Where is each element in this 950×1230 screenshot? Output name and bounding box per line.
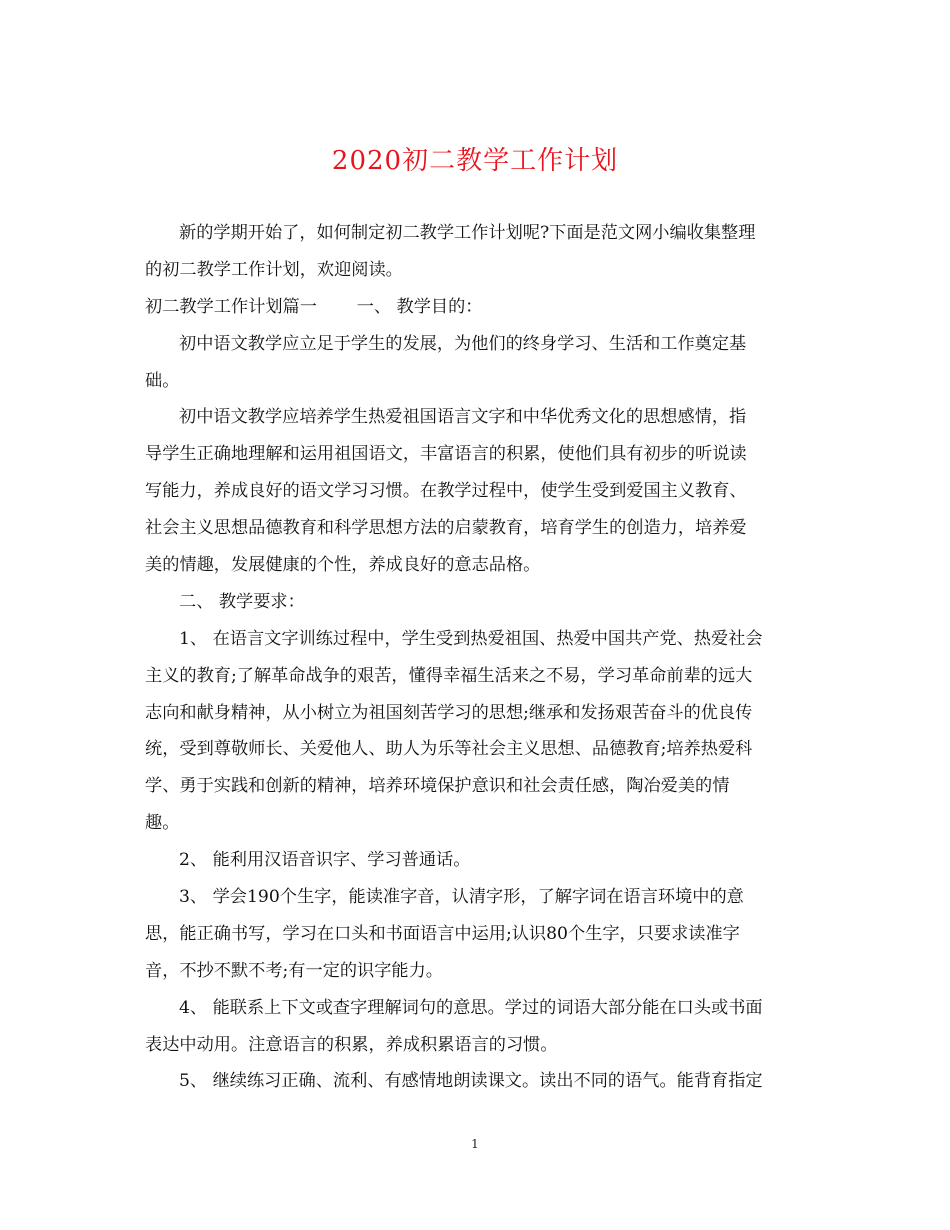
text-line: 4、 能联系上下文或查字理解词句的意思。学过的词语大部分能在口头或书面 — [179, 997, 763, 1018]
text-line: 学、勇于实践和创新的精神，培养环境保护意识和社会责任感，陶冶爱美的情 — [145, 776, 730, 797]
text-line: 趣。 — [145, 813, 180, 834]
text-line: 初中语文教学应立足于学生的发展，为他们的终身学习、生活和工作奠定基 — [179, 333, 747, 354]
text-line: 础。 — [145, 370, 180, 391]
text-line: 统，受到尊敬师长、关爱他人、助人为乐等社会主义思想、品德教育;培养热爱科 — [145, 739, 753, 760]
page-number: 1 — [471, 1137, 479, 1151]
text-line: 初中语文教学应培养学生热爱祖国语言文字和中华优秀文化的思想感情，指 — [179, 407, 747, 428]
text-line: 新的学期开始了，如何制定初二教学工作计划呢?下面是范文网小编收集整理 — [179, 223, 756, 243]
text-line: 写能力，养成良好的语文学习习惯。在教学过程中，使学生受到爱国主义教育、 — [145, 481, 747, 502]
text-line: 主义的教育;了解革命战争的艰苦，懂得幸福生活来之不易，学习革命前辈的远大 — [145, 665, 753, 686]
text-line: 志向和献身精神，从小树立为祖国刻苦学习的思想;继承和发扬艰苦奋斗的优良传 — [145, 702, 753, 723]
text-line: 音，不抄不默不考;有一定的识字能力。 — [145, 960, 443, 981]
text-line: 3、 学会190个生字，能读准字音，认清字形，了解字词在语言环境中的意 — [179, 887, 744, 908]
text-line: 导学生正确地理解和运用祖国语文，丰富语言的积累，使他们具有初步的听说读 — [145, 444, 747, 465]
text-line: 的初二教学工作计划，欢迎阅读。 — [145, 259, 403, 280]
text-line: 社会主义思想品德教育和科学思想方法的启蒙教育，培育学生的创造力，培养爱 — [145, 518, 747, 539]
section-heading-line: 初二教学工作计划篇一 一、 教学目的： — [145, 296, 483, 317]
text-line: 5、 继续练习正确、流利、有感情地朗读课文。读出不同的语气。能背育指定 — [179, 1071, 763, 1092]
text-line: 2、 能利用汉语音识字、学习普通话。 — [179, 850, 471, 871]
text-line: 表达中动用。注意语言的积累，养成积累语言的习惯。 — [145, 1034, 558, 1055]
subheading-line: 二、 教学要求： — [179, 591, 305, 612]
document-title: 2020初二教学工作计划 — [331, 146, 619, 176]
text-line: 思，能正确书写，学习在口头和书面语言中运用;认识80个生字，只要求读准字 — [145, 923, 740, 944]
document-body — [145, 215, 815, 1100]
text-line: 1、 在语言文字训练过程中，学生受到热爱祖国、热爱中国共产党、热爱社会 — [179, 628, 763, 649]
text-line: 美的情趣，发展健康的个性，养成良好的意志品格。 — [145, 555, 541, 576]
